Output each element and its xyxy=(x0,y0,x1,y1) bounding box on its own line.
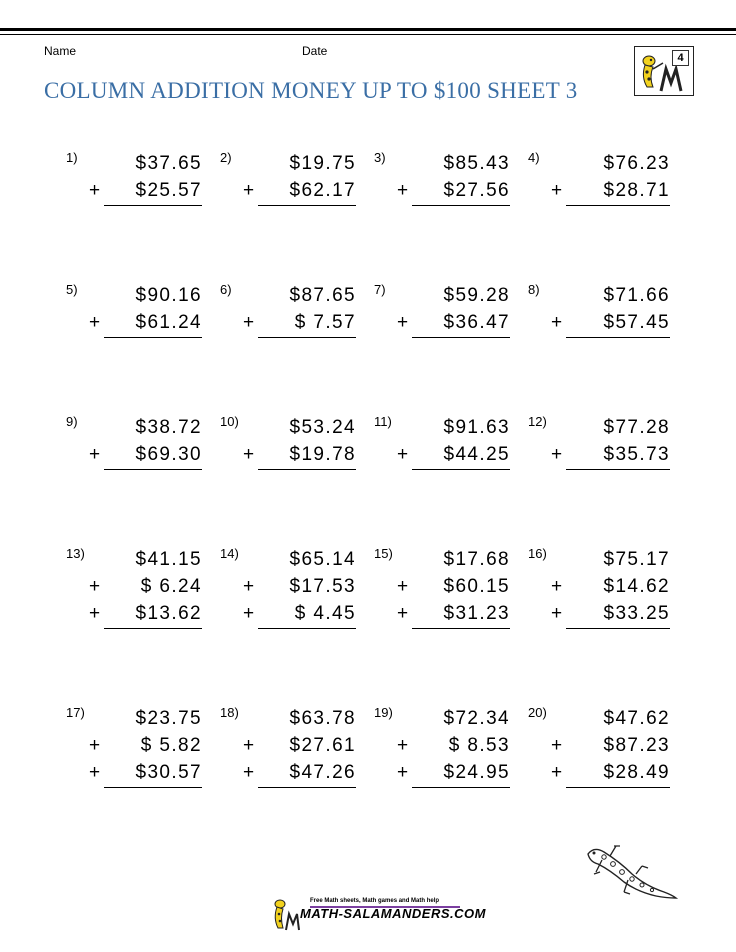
addend-1: $59.28 xyxy=(443,285,510,306)
addend-3: $24.95 xyxy=(443,762,510,783)
addend-2: $36.47 xyxy=(443,312,510,333)
addend-2: $60.15 xyxy=(443,576,510,597)
addend-2: $ 8.53 xyxy=(448,735,510,756)
addend-3: $30.57 xyxy=(135,762,202,783)
plus-sign: + xyxy=(551,576,563,597)
addend-3: $ 4.45 xyxy=(294,603,356,624)
addend-2: $19.78 xyxy=(289,444,356,465)
addend-3: $47.26 xyxy=(289,762,356,783)
addend-1: $72.34 xyxy=(443,708,510,729)
worksheet-title: COLUMN ADDITION MONEY UP TO $100 SHEET 3 xyxy=(44,78,578,103)
problem-7 xyxy=(374,282,510,392)
problem-number: 13) xyxy=(66,546,85,561)
plus-sign: + xyxy=(551,603,563,624)
answer-line xyxy=(566,205,670,206)
problem-12 xyxy=(528,414,670,524)
problem-number: 12) xyxy=(528,414,547,429)
plus-sign: + xyxy=(397,180,409,201)
problem-number: 18) xyxy=(220,705,239,720)
problem-number: 10) xyxy=(220,414,239,429)
problem-number: 3) xyxy=(374,150,386,165)
plus-sign: + xyxy=(243,312,255,333)
plus-sign: + xyxy=(243,444,255,465)
addend-1: $76.23 xyxy=(603,153,670,174)
answer-line xyxy=(258,205,356,206)
addend-2: $27.56 xyxy=(443,180,510,201)
plus-sign: + xyxy=(397,444,409,465)
addend-2: $44.25 xyxy=(443,444,510,465)
plus-sign: + xyxy=(551,762,563,783)
problem-number: 15) xyxy=(374,546,393,561)
problem-4 xyxy=(528,150,670,260)
problem-8 xyxy=(528,282,670,392)
problem-13 xyxy=(66,546,202,656)
addend-2: $ 6.24 xyxy=(140,576,202,597)
addend-2: $69.30 xyxy=(135,444,202,465)
answer-line xyxy=(566,787,670,788)
plus-sign: + xyxy=(551,180,563,201)
answer-line xyxy=(412,337,510,338)
addend-1: $53.24 xyxy=(289,417,356,438)
problem-number: 7) xyxy=(374,282,386,297)
addend-3: $28.49 xyxy=(603,762,670,783)
plus-sign: + xyxy=(89,603,101,624)
addend-1: $87.65 xyxy=(289,285,356,306)
answer-line xyxy=(104,469,202,470)
plus-sign: + xyxy=(89,180,101,201)
answer-line xyxy=(258,469,356,470)
problem-number: 11) xyxy=(374,414,392,429)
answer-line xyxy=(104,205,202,206)
addend-3: $33.25 xyxy=(603,603,670,624)
plus-sign: + xyxy=(243,762,255,783)
plus-sign: + xyxy=(89,762,101,783)
problem-2 xyxy=(220,150,356,260)
addend-1: $38.72 xyxy=(135,417,202,438)
problem-18 xyxy=(220,705,356,815)
problem-number: 19) xyxy=(374,705,393,720)
answer-line xyxy=(104,628,202,629)
problem-number: 5) xyxy=(66,282,78,297)
addend-2: $87.23 xyxy=(603,735,670,756)
addend-1: $63.78 xyxy=(289,708,356,729)
addend-1: $71.66 xyxy=(603,285,670,306)
plus-sign: + xyxy=(89,735,101,756)
addend-2: $35.73 xyxy=(603,444,670,465)
problem-17 xyxy=(66,705,202,815)
problem-14 xyxy=(220,546,356,656)
plus-sign: + xyxy=(89,576,101,597)
answer-line xyxy=(104,337,202,338)
plus-sign: + xyxy=(397,312,409,333)
addend-1: $65.14 xyxy=(289,549,356,570)
answer-line xyxy=(258,628,356,629)
addend-2: $ 5.82 xyxy=(140,735,202,756)
problem-number: 17) xyxy=(66,705,85,720)
name-label: Name xyxy=(44,44,77,58)
plus-sign: + xyxy=(243,735,255,756)
problem-number: 16) xyxy=(528,546,547,561)
problem-number: 9) xyxy=(66,414,78,429)
plus-sign: + xyxy=(89,444,101,465)
addend-1: $75.17 xyxy=(603,549,670,570)
addend-1: $19.75 xyxy=(289,153,356,174)
top-rule-thick xyxy=(0,28,736,31)
footer-salamander-icon xyxy=(270,896,300,932)
answer-line xyxy=(104,787,202,788)
addend-2: $17.53 xyxy=(289,576,356,597)
addend-2: $57.45 xyxy=(603,312,670,333)
addend-2: $62.17 xyxy=(289,180,356,201)
plus-sign: + xyxy=(551,312,563,333)
addend-1: $91.63 xyxy=(443,417,510,438)
addend-1: $17.68 xyxy=(443,549,510,570)
footer-tagline: Free Math sheets, Math games and Math help xyxy=(310,898,440,904)
problem-11 xyxy=(374,414,510,524)
grade-badge xyxy=(634,46,694,96)
problem-10 xyxy=(220,414,356,524)
plus-sign: + xyxy=(89,312,101,333)
grade-number: 4 xyxy=(672,50,689,66)
addend-1: $85.43 xyxy=(443,153,510,174)
problem-number: 14) xyxy=(220,546,239,561)
answer-line xyxy=(412,628,510,629)
plus-sign: + xyxy=(397,603,409,624)
answer-line xyxy=(566,628,670,629)
answer-line xyxy=(412,787,510,788)
addend-1: $23.75 xyxy=(135,708,202,729)
addend-1: $77.28 xyxy=(603,417,670,438)
date-label: Date xyxy=(302,44,328,58)
addend-1: $90.16 xyxy=(135,285,202,306)
plus-sign: + xyxy=(243,603,255,624)
addend-1: $47.62 xyxy=(603,708,670,729)
answer-line xyxy=(566,469,670,470)
problem-16 xyxy=(528,546,670,656)
addend-1: $37.65 xyxy=(135,153,202,174)
problem-19 xyxy=(374,705,510,815)
problem-9 xyxy=(66,414,202,524)
problem-number: 1) xyxy=(66,150,78,165)
problem-number: 4) xyxy=(528,150,540,165)
addend-2: $25.57 xyxy=(135,180,202,201)
answer-line xyxy=(412,205,510,206)
problem-number: 2) xyxy=(220,150,232,165)
problem-3 xyxy=(374,150,510,260)
plus-sign: + xyxy=(551,735,563,756)
addend-2: $ 7.57 xyxy=(294,312,356,333)
addend-2: $14.62 xyxy=(603,576,670,597)
answer-line xyxy=(258,337,356,338)
problem-20 xyxy=(528,705,670,815)
plus-sign: + xyxy=(397,762,409,783)
problem-number: 6) xyxy=(220,282,232,297)
salamander-icon xyxy=(580,840,680,904)
addend-3: $31.23 xyxy=(443,603,510,624)
plus-sign: + xyxy=(397,735,409,756)
answer-line xyxy=(566,337,670,338)
problem-1 xyxy=(66,150,202,260)
problem-5 xyxy=(66,282,202,392)
addend-2: $28.71 xyxy=(603,180,670,201)
plus-sign: + xyxy=(243,180,255,201)
addend-2: $27.61 xyxy=(289,735,356,756)
footer-brand: MATH-SALAMANDERS.COM xyxy=(300,906,486,921)
plus-sign: + xyxy=(551,444,563,465)
addend-3: $13.62 xyxy=(135,603,202,624)
plus-sign: + xyxy=(243,576,255,597)
top-rule-thin xyxy=(0,34,736,35)
plus-sign: + xyxy=(397,576,409,597)
addend-2: $61.24 xyxy=(135,312,202,333)
addend-1: $41.15 xyxy=(135,549,202,570)
problem-number: 20) xyxy=(528,705,547,720)
problem-15 xyxy=(374,546,510,656)
problem-number: 8) xyxy=(528,282,540,297)
answer-line xyxy=(412,469,510,470)
problem-6 xyxy=(220,282,356,392)
footer-logo xyxy=(270,896,486,934)
answer-line xyxy=(258,787,356,788)
